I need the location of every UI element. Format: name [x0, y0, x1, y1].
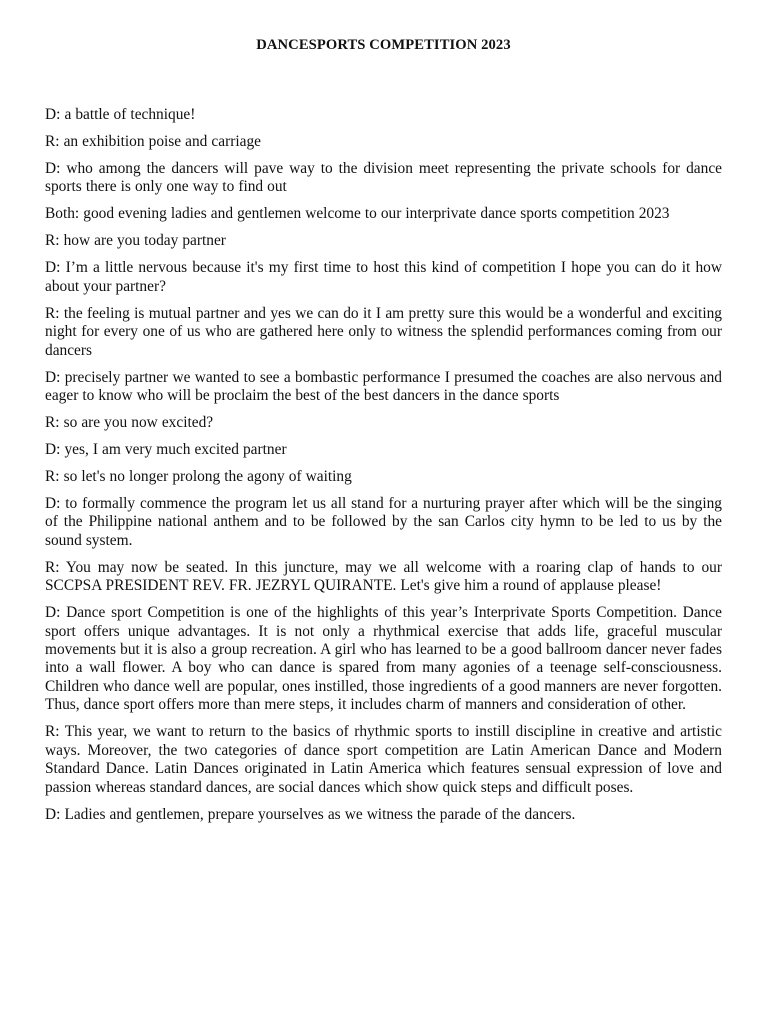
- script-line-10: D: yes, I am very much excited partner: [45, 441, 287, 459]
- script-body: [45, 106, 722, 824]
- script-line-15: R: This year, we want to return to the basics of rhythmic sports to instill discipline in creative and artistic ways. Moreover, the two categories of dance sport competition are Latin American Dance and Modern Standard Dance. Latin Dances originated in Latin America which features sensual expression of love and passion whereas standard dances, are social dances which show quick steps and difficult poses.: [45, 723, 722, 796]
- script-line-6: D: I’m a little nervous because it's my first time to host this kind of competition I hope you can do it how about your partner?: [45, 259, 722, 295]
- script-line-11: R: so let's no longer prolong the agony of waiting: [45, 468, 352, 486]
- script-line-2: R: an exhibition poise and carriage: [45, 133, 261, 150]
- script-line-16: D: Ladies and gentlemen, prepare yourselves as we witness the parade of the dancers.: [45, 805, 576, 823]
- script-line-4: Both: good evening ladies and gentlemen welcome to our interprivate dance sports competition 2023: [45, 205, 670, 223]
- script-line-1: D: a battle of technique!: [45, 106, 196, 123]
- script-line-3: D: who among the dancers will pave way to the division meet representing the private schools for dance sports there is only one way to find out: [45, 160, 722, 196]
- script-line-12: D: to formally commence the program let us all stand for a nurturing prayer after which will be the singing of the Philippine national anthem and to be followed by the san Carlos city hymn to be led to us by the sound system.: [45, 495, 722, 549]
- document-title: DANCESPORTS COMPETITION 2023: [256, 37, 511, 53]
- script-line-5: R: how are you today partner: [45, 232, 226, 250]
- script-line-8: D: precisely partner we wanted to see a bombastic performance I presumed the coaches are also nervous and eager to know who will be proclaim the best of the best dancers in the dance sports: [45, 368, 722, 405]
- script-line-13: R: You may now be seated. In this juncture, may we all welcome with a roaring clap of hands to our SCCPSA PRESIDENT REV. FR. JEZRYL QUIRANTE. Let's give him a round of applause please!: [45, 558, 722, 595]
- script-line-7: R: the feeling is mutual partner and yes we can do it I am pretty sure this would be a wonderful and exciting night for every one of us who are gathered here only to witness the splendid performances coming from our dancers: [45, 304, 722, 359]
- script-line-14: D: Dance sport Competition is one of the highlights of this year’s Interprivate Sports Competition. Dance sport offers unique advantages. It is not only a rhythmical exercise that adds life, graceful muscular movements but it is also a group recreation. A girl who has learned to be a good ballroom dancer never fades into a wall flower. A boy who can dance is spared from many agonies of a teenage self-consciousness. Children who dance well are popular, ones instilled, those ingredients of a good manners are never forgotten. Thus, dance sport offers more than mere steps, it includes charm of manners and consideration of other.: [45, 604, 722, 714]
- script-line-9: R: so are you now excited?: [45, 414, 214, 432]
